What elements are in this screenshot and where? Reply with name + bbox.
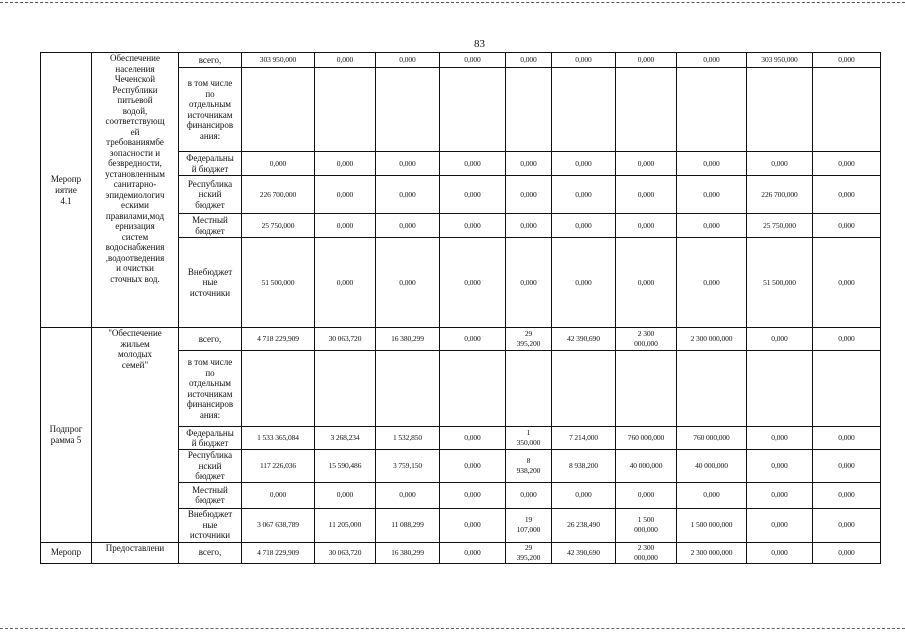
amount-cell: 11 088,299 <box>376 508 440 542</box>
table-row <box>41 328 881 351</box>
amount-cell: 51 500,000 <box>242 238 315 328</box>
amount-cell: 0,000 <box>315 238 376 328</box>
amount-cell: 19 107,000 <box>506 508 552 542</box>
amount-cell: 0,000 <box>315 53 376 68</box>
amount-cell <box>376 68 440 152</box>
amount-cell: 0,000 <box>813 542 881 563</box>
amount-cell: 0,000 <box>813 328 881 351</box>
amount-cell: 29 395,200 <box>506 328 552 351</box>
amount-cell <box>616 68 677 152</box>
funding-source-cell: Федеральны й бюджет <box>179 427 242 450</box>
amount-cell <box>552 351 616 427</box>
amount-cell: 25 750,000 <box>747 214 813 238</box>
amount-cell: 760 000,000 <box>677 427 747 450</box>
funding-source-cell: Внебюджет ные источники <box>179 238 242 328</box>
amount-cell: 0,000 <box>677 53 747 68</box>
amount-cell: 29 395,200 <box>506 542 552 563</box>
amount-cell: 0,000 <box>376 482 440 508</box>
amount-cell: 0,000 <box>813 238 881 328</box>
amount-cell: 0,000 <box>616 152 677 176</box>
scan-edge-bottom <box>0 628 905 631</box>
amount-cell: 2 300 000,000 <box>616 328 677 351</box>
amount-cell: 0,000 <box>552 152 616 176</box>
amount-cell: 8 938,200 <box>552 450 616 483</box>
amount-cell <box>376 351 440 427</box>
amount-cell: 40 000,000 <box>616 450 677 483</box>
amount-cell: 303 950,000 <box>242 53 315 68</box>
amount-cell: 0,000 <box>552 214 616 238</box>
program-name-cell: Предоставлени <box>92 542 179 563</box>
amount-cell: 0,000 <box>747 450 813 483</box>
amount-cell: 15 590,486 <box>315 450 376 483</box>
amount-cell: 3 759,150 <box>376 450 440 483</box>
amount-cell <box>813 351 881 427</box>
amount-cell: 30 063,720 <box>315 328 376 351</box>
program-level-cell: Подпрог рамма 5 <box>41 328 92 543</box>
amount-cell: 117 226,036 <box>242 450 315 483</box>
amount-cell <box>747 351 813 427</box>
amount-cell: 0,000 <box>315 214 376 238</box>
funding-source-cell: Республика нский бюджет <box>179 450 242 483</box>
amount-cell: 0,000 <box>315 482 376 508</box>
amount-cell: 2 300 000,000 <box>677 328 747 351</box>
amount-cell: 0,000 <box>552 176 616 214</box>
amount-cell: 0,000 <box>440 450 506 483</box>
program-level-cell: Меропр <box>41 542 92 563</box>
amount-cell: 0,000 <box>440 542 506 563</box>
amount-cell: 0,000 <box>440 482 506 508</box>
amount-cell <box>242 351 315 427</box>
amount-cell: 40 000,000 <box>677 450 747 483</box>
amount-cell: 0,000 <box>813 450 881 483</box>
amount-cell: 1 500 000,000 <box>677 508 747 542</box>
program-level-cell: Меропр иятие 4.1 <box>41 53 92 328</box>
amount-cell: 2 300 000,000 <box>616 542 677 563</box>
amount-cell <box>747 68 813 152</box>
amount-cell <box>315 68 376 152</box>
amount-cell: 0,000 <box>747 427 813 450</box>
amount-cell: 42 390,690 <box>552 328 616 351</box>
amount-cell: 0,000 <box>747 328 813 351</box>
amount-cell: 16 380,299 <box>376 542 440 563</box>
amount-cell: 0,000 <box>376 238 440 328</box>
scan-edge-top <box>0 2 905 5</box>
amount-cell <box>677 68 747 152</box>
amount-cell <box>440 68 506 152</box>
amount-cell: 1 532,850 <box>376 427 440 450</box>
funding-source-cell: в том числе по отдельным источникам финансиров ания: <box>179 351 242 427</box>
funding-source-cell: в том числе по отдельным источникам финансиров ания: <box>179 68 242 152</box>
amount-cell: 0,000 <box>813 152 881 176</box>
amount-cell: 0,000 <box>813 427 881 450</box>
amount-cell: 1 350,000 <box>506 427 552 450</box>
amount-cell: 0,000 <box>747 542 813 563</box>
amount-cell: 0,000 <box>440 214 506 238</box>
amount-cell: 0,000 <box>506 238 552 328</box>
amount-cell <box>813 68 881 152</box>
amount-cell: 25 750,000 <box>242 214 315 238</box>
amount-cell: 0,000 <box>440 508 506 542</box>
amount-cell: 0,000 <box>506 152 552 176</box>
amount-cell: 0,000 <box>677 214 747 238</box>
amount-cell: 0,000 <box>616 53 677 68</box>
funding-source-cell: всего, <box>179 542 242 563</box>
amount-cell: 0,000 <box>747 152 813 176</box>
amount-cell: 0,000 <box>440 152 506 176</box>
funding-source-cell: всего, <box>179 328 242 351</box>
amount-cell: 0,000 <box>813 176 881 214</box>
amount-cell: 0,000 <box>616 214 677 238</box>
amount-cell: 0,000 <box>376 176 440 214</box>
program-name-cell: "Обеспечение жильем молодых семей" <box>92 328 179 543</box>
amount-cell: 0,000 <box>376 214 440 238</box>
amount-cell: 1 500 000,000 <box>616 508 677 542</box>
program-name-cell: Обеспечение населения Чеченской Республики питьевой водой, соответствующ ей требованиямбе зопасности и безвредности, установленным санитарно- эпидемиологич ескими правилами,мод ернизация систем водоснабжения ,водоотведения и очистки сточных вод. <box>92 53 179 328</box>
amount-cell: 0,000 <box>813 482 881 508</box>
amount-cell: 11 205,000 <box>315 508 376 542</box>
amount-cell: 0,000 <box>315 152 376 176</box>
amount-cell: 0,000 <box>506 53 552 68</box>
amount-cell <box>506 351 552 427</box>
amount-cell: 0,000 <box>616 176 677 214</box>
amount-cell: 0,000 <box>440 53 506 68</box>
amount-cell: 0,000 <box>440 176 506 214</box>
amount-cell: 0,000 <box>747 482 813 508</box>
funding-source-cell: Внебюджет ные источники <box>179 508 242 542</box>
amount-cell: 0,000 <box>506 482 552 508</box>
amount-cell: 0,000 <box>616 238 677 328</box>
amount-cell: 0,000 <box>506 214 552 238</box>
page-number: 83 <box>474 38 485 50</box>
funding-source-cell: Местный бюджет <box>179 214 242 238</box>
amount-cell: 0,000 <box>552 238 616 328</box>
amount-cell: 8 938,200 <box>506 450 552 483</box>
amount-cell: 226 700,000 <box>747 176 813 214</box>
funding-source-cell: Республика нский бюджет <box>179 176 242 214</box>
amount-cell: 0,000 <box>376 152 440 176</box>
amount-cell: 16 380,299 <box>376 328 440 351</box>
amount-cell <box>552 68 616 152</box>
amount-cell: 0,000 <box>242 152 315 176</box>
amount-cell: 51 500,000 <box>747 238 813 328</box>
amount-cell: 0,000 <box>813 508 881 542</box>
funding-source-cell: Местный бюджет <box>179 482 242 508</box>
amount-cell: 760 000,000 <box>616 427 677 450</box>
amount-cell: 4 718 229,909 <box>242 328 315 351</box>
amount-cell <box>677 351 747 427</box>
amount-cell: 226 700,000 <box>242 176 315 214</box>
amount-cell <box>242 68 315 152</box>
amount-cell: 0,000 <box>813 214 881 238</box>
budget-table <box>40 52 881 564</box>
amount-cell: 0,000 <box>813 53 881 68</box>
funding-source-cell: Федеральны й бюджет <box>179 152 242 176</box>
amount-cell: 0,000 <box>440 238 506 328</box>
funding-source-cell: всего, <box>179 53 242 68</box>
amount-cell: 303 950,000 <box>747 53 813 68</box>
amount-cell: 30 063,720 <box>315 542 376 563</box>
amount-cell: 0,000 <box>376 53 440 68</box>
amount-cell <box>506 68 552 152</box>
table-row <box>41 53 881 68</box>
amount-cell: 0,000 <box>677 238 747 328</box>
amount-cell: 1 533 365,084 <box>242 427 315 450</box>
amount-cell: 2 300 000,000 <box>677 542 747 563</box>
amount-cell <box>315 351 376 427</box>
table-row <box>41 542 881 563</box>
amount-cell: 0,000 <box>440 427 506 450</box>
amount-cell: 0,000 <box>552 53 616 68</box>
amount-cell: 7 214,000 <box>552 427 616 450</box>
amount-cell: 0,000 <box>616 482 677 508</box>
amount-cell: 0,000 <box>677 152 747 176</box>
amount-cell: 4 718 229,909 <box>242 542 315 563</box>
amount-cell: 0,000 <box>747 508 813 542</box>
amount-cell: 0,000 <box>677 176 747 214</box>
amount-cell: 42 390,690 <box>552 542 616 563</box>
amount-cell: 26 238,490 <box>552 508 616 542</box>
amount-cell: 3 268,234 <box>315 427 376 450</box>
amount-cell: 3 067 638,789 <box>242 508 315 542</box>
amount-cell: 0,000 <box>315 176 376 214</box>
amount-cell: 0,000 <box>677 482 747 508</box>
amount-cell: 0,000 <box>440 328 506 351</box>
amount-cell <box>440 351 506 427</box>
amount-cell <box>616 351 677 427</box>
amount-cell: 0,000 <box>506 176 552 214</box>
amount-cell: 0,000 <box>242 482 315 508</box>
amount-cell: 0,000 <box>552 482 616 508</box>
